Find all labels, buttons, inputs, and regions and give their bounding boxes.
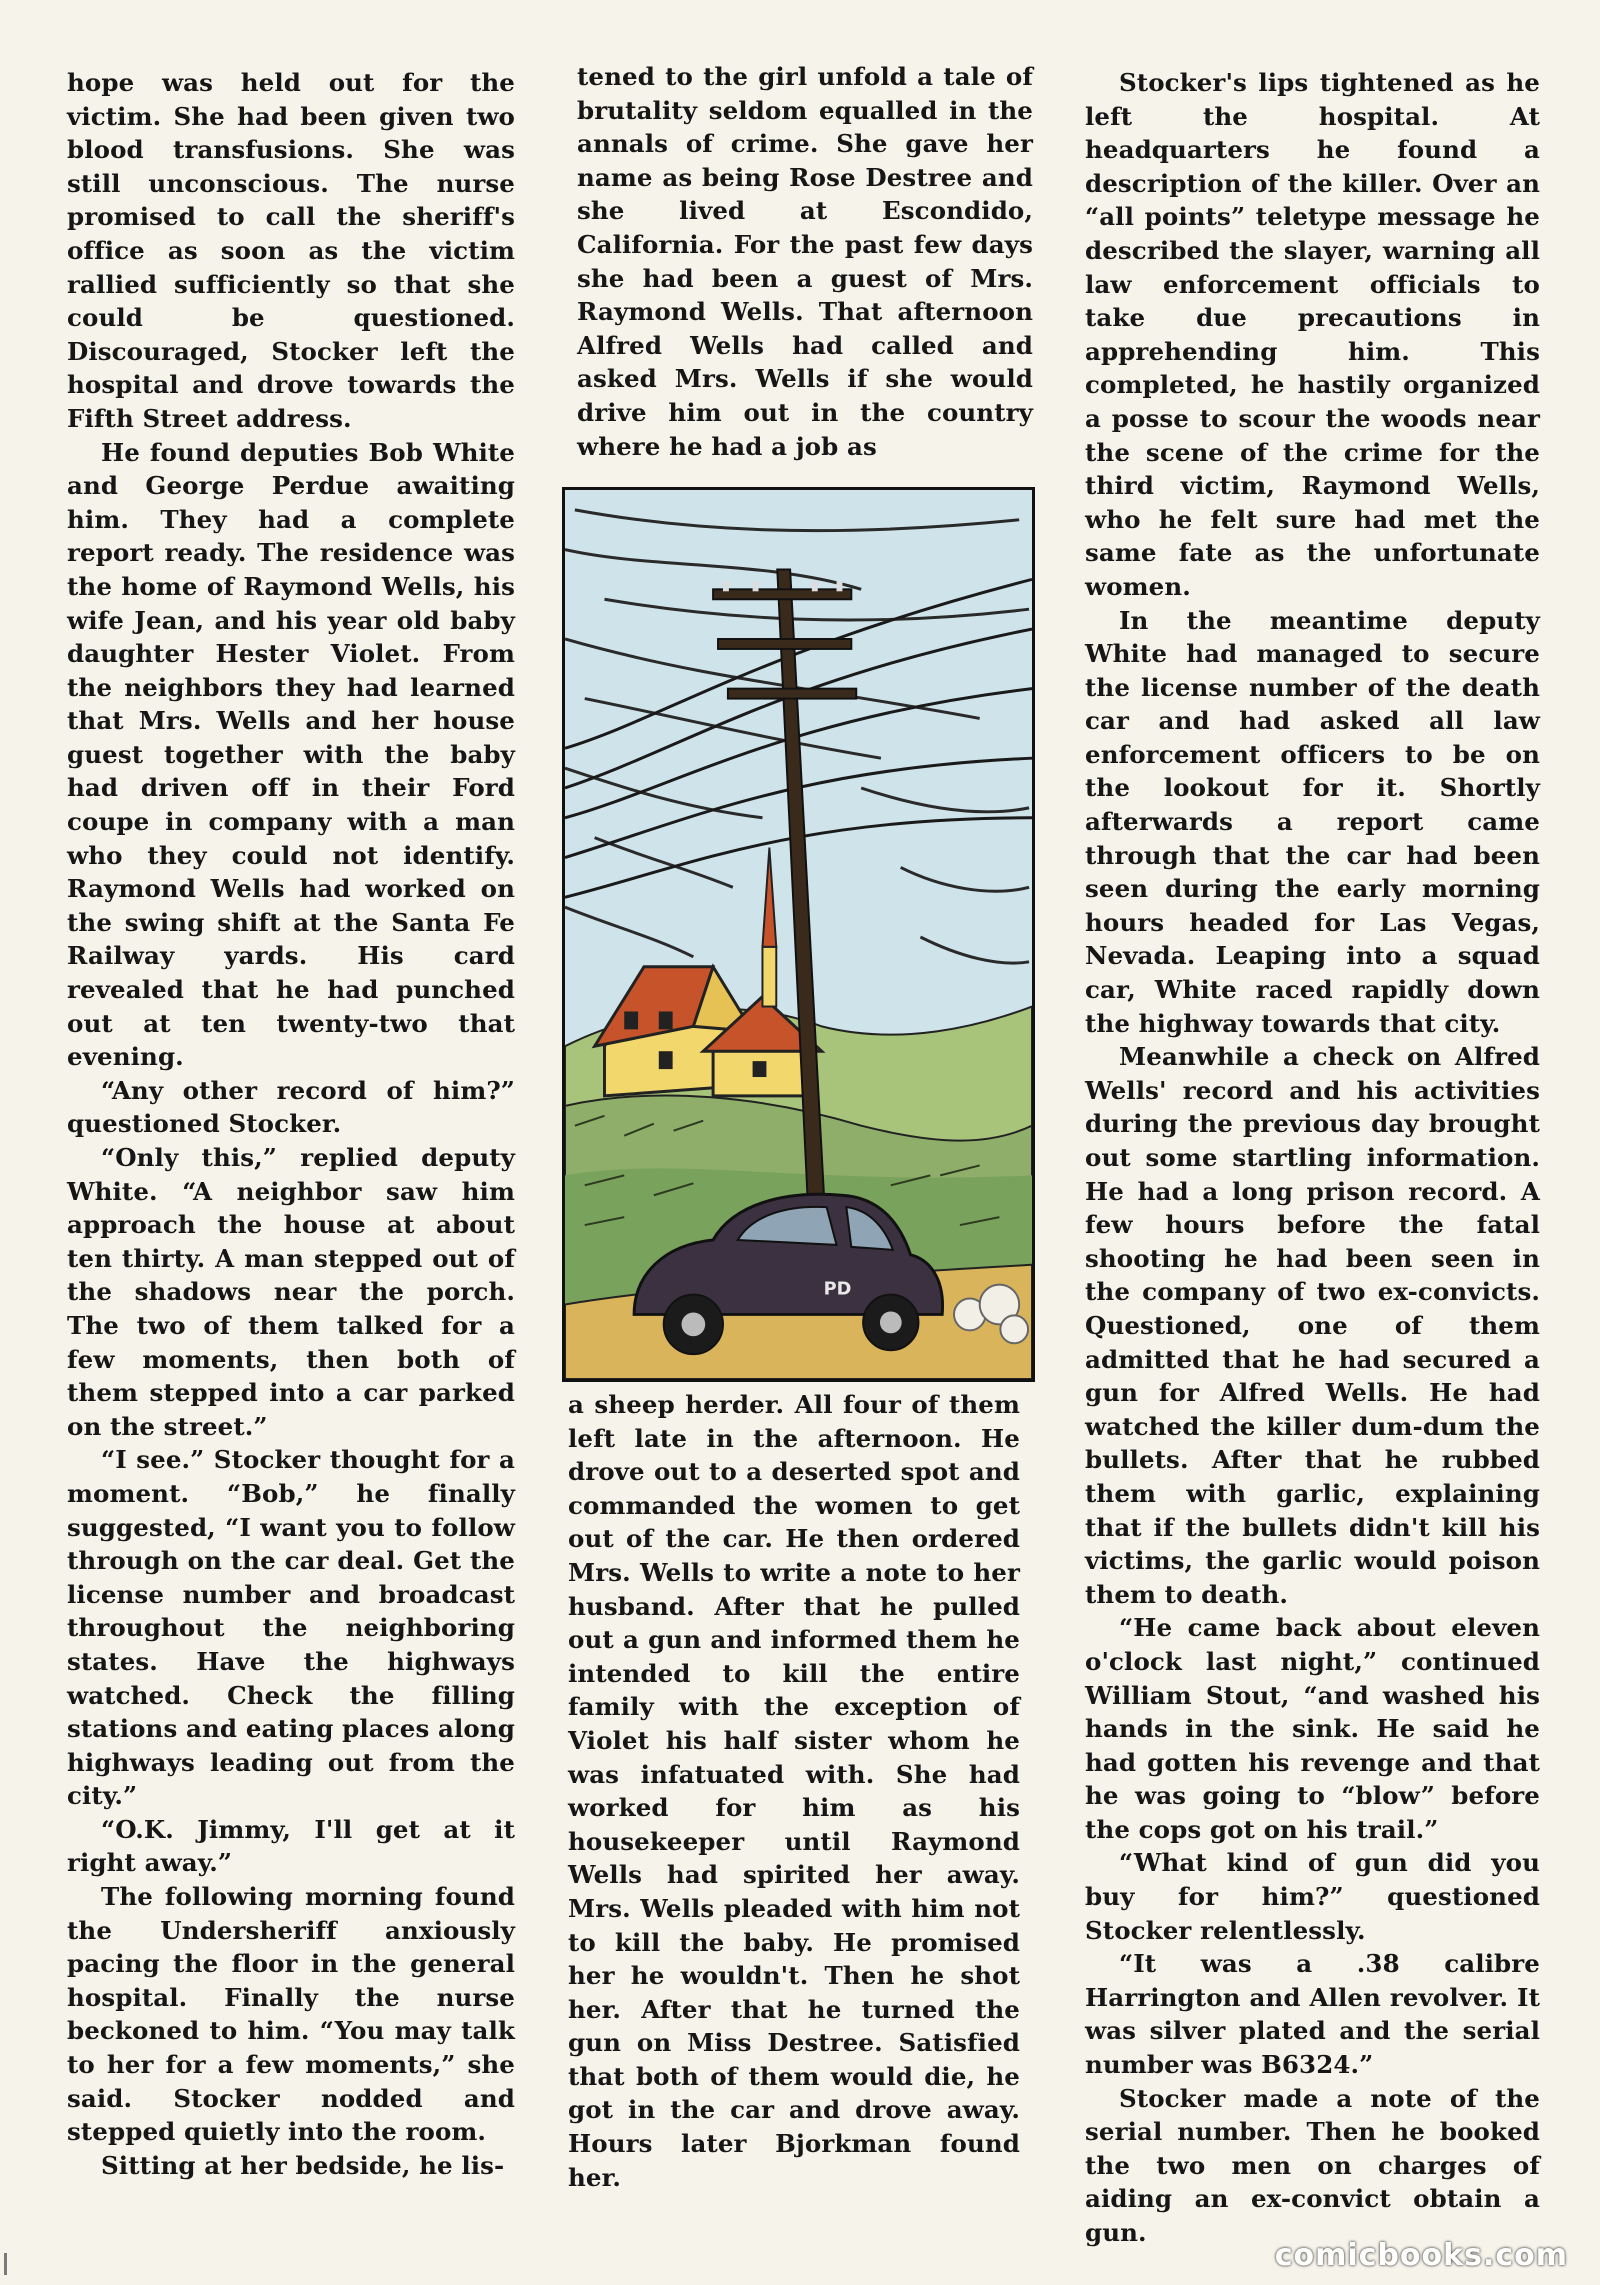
text-column-left (67, 66, 515, 2182)
page-edge-mark (4, 2253, 21, 2275)
paragraph: “It was a .38 calibre Harrington and Allen revolver. It was silver plated and the serial number was B6324.” (1085, 1949, 1540, 2080)
illustration-panel (562, 487, 1035, 1382)
paragraph: a sheep herder. All four of them left late in the afternoon. He drove out to a deserted spot and commanded the women to get out of the car. He then ordered Mrs. Wells to write a note to her husband. After that he pulled out a gun and informed them he intended to kill the entire family with the exception of Violet his half sister whom he was infatuated with. She had worked for him as his housekeeper until Raymond Wells had spirited her away. Mrs. Wells pleaded with him not to kill the baby. He promised her he wouldn't. Then he shot her. After that he turned the gun on Miss Destree. Satisfied that both of them would die, he got in the car and drove away. Hours later Bjorkman found her. (568, 1390, 1020, 2192)
car-door-text: PD (823, 1278, 852, 1300)
paragraph: The following morning found the Undersheriff anxiously pacing the floor in the general hospital. Finally the nurse beckoned to him. “You may talk to her for a few moments,” she said. Stocker nodded and stepped quietly into the room. (67, 1882, 515, 2147)
text-column-middle-bottom (568, 1388, 1020, 2194)
paragraph: Stocker's lips tightened as he left the hospital. At headquarters he found a description of the killer. Over an “all points” teletype message he described the slayer, warning all law enforcement officials to take due precautions in apprehending him. This completed, he hastily organized a posse to scour the woods near the scene of the crime for the third victim, Raymond Wells, who he felt sure had met the same fate as the unfortunate women. (1085, 68, 1540, 601)
paragraph: Sitting at her bedside, he lis- (101, 2150, 505, 2180)
text-column-middle-top (577, 60, 1033, 463)
paragraph: “Only this,” replied deputy White. “A neighbor saw him approach the house at about ten thirty. A man stepped out of the shadows near the porch. The two of them talked for a few moments, then both of them stepped into a car parked on the street.” (67, 1143, 515, 1441)
paragraph: tened to the girl unfold a tale of brutality seldom equalled in the annals of crime. She gave her name as being Rose Destree and she lived at Escondido, California. For the past few days she had been a guest of Mrs. Raymond Wells. That afternoon Alfred Wells had called and asked Mrs. Wells if she would drive him out in the country where he had a job as (577, 62, 1033, 461)
paragraph: “I see.” Stocker thought for a moment. “Bob,” he finally suggested, “I want you to follow through on the car deal. Get the license number and broadcast throughout the neighboring states. Have the highways watched. Check the filling stations and eating places along highways leading out from the city.” (67, 1445, 515, 1811)
paragraph: In the meantime deputy White had managed to secure the license number of the death car and had asked all law enforcement officers to be on the lookout for it. Shortly afterwards a report came through that the car had been seen during the early morning hours headed for Las Vegas, Nevada. Leaping into a squad car, White raced rapidly down the highway towards that city. (1085, 605, 1540, 1038)
paragraph: “Any other record of him?” questioned Stocker. (67, 1075, 515, 1139)
paragraph: “What kind of gun did you buy for him?” questioned Stocker relentlessly. (1085, 1848, 1540, 1945)
paragraph: hope was held out for the victim. She had been given two blood transfusions. She was still unconscious. The nurse promised to call the sheriff's office as soon as the victim rallied sufficiently so that she could be questioned. Discouraged, Stocker left the hospital and drove towards the Fifth Street address. (67, 68, 515, 433)
illustration-drawing (565, 490, 1032, 1379)
text-column-right (1085, 66, 1540, 2250)
paragraph: “He came back about eleven o'clock last night,” continued William Stout, “and washed his hands in the sink. He said he had gotten his revenge and that he was going to “blow” before the cops got on his trail.” (1085, 1613, 1540, 1844)
paragraph: Meanwhile a check on Alfred Wells' record and his activities during the previous day brought out some startling information. He had a long prison record. A few hours before the fatal shooting he had been seen in the company of two ex-convicts. Questioned, one of them admitted that he had secured a gun for Alfred Wells. He had watched the killer dum-dum the bullets. After that he rubbed them with garlic, explaining that if the bullets didn't kill his victims, the garlic would poison them to death. (1085, 1042, 1540, 1609)
watermark: comicbooks.com (1274, 2238, 1568, 2273)
paragraph: He found deputies Bob White and George Perdue awaiting him. They had a complete report ready. The residence was the home of Raymond Wells, his wife Jean, and his year old baby daughter Hester Violet. From the neighbors they had learned that Mrs. Wells and her house guest together with the baby had driven off in their Ford coupe in company with a man who they could not identify. Raymond Wells had worked on the swing shift at the Santa Fe Railway yards. His card revealed that he had punched out at ten twenty-two that evening. (67, 437, 515, 1072)
paragraph: Stocker made a note of the serial number. Then he booked the two men on charges of aiding an ex-convict obtain a gun. (1085, 2083, 1540, 2247)
paragraph: “O.K. Jimmy, I'll get at it right away.” (67, 1814, 515, 1878)
